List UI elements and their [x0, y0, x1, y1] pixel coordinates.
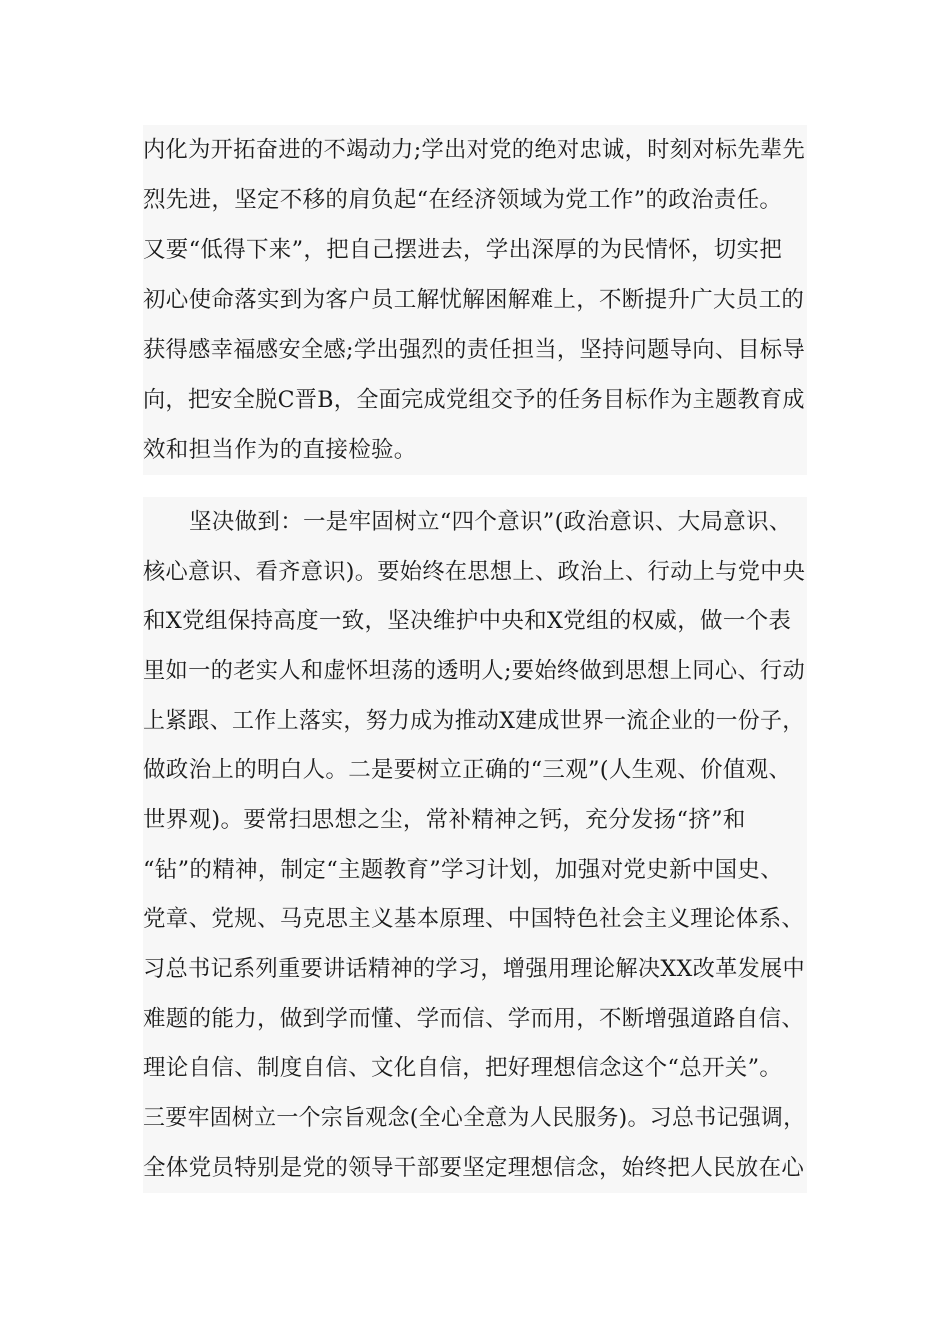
paragraph-determination — [143, 497, 807, 1193]
text-line: 内化为开拓奋进的不竭动力;学出对党的绝对忠诚，时刻对标先辈先 — [143, 137, 806, 163]
text-line: 里如一的老实人和虚怀坦荡的透明人;要始终做到思想上同心、行动 — [143, 658, 806, 684]
text-line: 习总书记系列重要讲话精神的学习，增强用理论解决XX改革发展中 — [143, 956, 806, 982]
text-line: 坚决做到：一是牢固树立“四个意识”(政治意识、大局意识、 — [189, 509, 792, 535]
text-line: 烈先进，坚定不移的肩负起“在经济领域为党工作”的政治责任。 — [143, 187, 783, 213]
text-line: 做政治上的明白人。二是要树立正确的“三观”(人生观、价值观、 — [143, 757, 792, 783]
text-line: 初心使命落实到为客户员工解忧解困解难上，不断提升广大员工的 — [143, 287, 805, 313]
text-line: 效和担当作为的直接检验。 — [143, 437, 417, 463]
paragraph-continuation — [143, 125, 807, 475]
text-line: 世界观)。要常扫思想之尘，常补精神之钙，充分发扬“挤”和 — [143, 807, 746, 833]
text-line: 向，把安全脱C晋B，全面完成党组交予的任务目标作为主题教育成 — [143, 387, 805, 413]
text-line: 获得感幸福感安全感;学出强烈的责任担当，坚持问题导向、目标导 — [143, 337, 806, 363]
text-line: 难题的能力，做到学而懂、学而信、学而用，不断增强道路自信、 — [143, 1006, 805, 1032]
text-line: 理论自信、制度自信、文化自信，把好理想信念这个“总开关”。 — [143, 1055, 783, 1081]
text-line: 三要牢固树立一个宗旨观念(全心全意为人民服务)。习总书记强调， — [143, 1105, 806, 1131]
text-line: 全体党员特别是党的领导干部要坚定理想信念，始终把人民放在心 — [143, 1155, 805, 1181]
text-line: 又要“低得下来”，把自己摆进去，学出深厚的为民情怀，切实把 — [143, 237, 783, 263]
text-line: 上紧跟、工作上落实，努力成为推动X建成世界一流企业的一份子， — [143, 708, 805, 734]
text-line: “钻”的精神，制定“主题教育”学习计划，加强对党史新中国史、 — [143, 857, 784, 883]
text-line: 和X党组保持高度一致，坚决维护中央和X党组的权威，做一个表 — [143, 608, 792, 634]
text-line: 党章、党规、马克思主义基本原理、中国特色社会主义理论体系、 — [143, 906, 805, 932]
text-line: 核心意识、看齐意识)。要始终在思想上、政治上、行动上与党中央 — [143, 559, 806, 585]
